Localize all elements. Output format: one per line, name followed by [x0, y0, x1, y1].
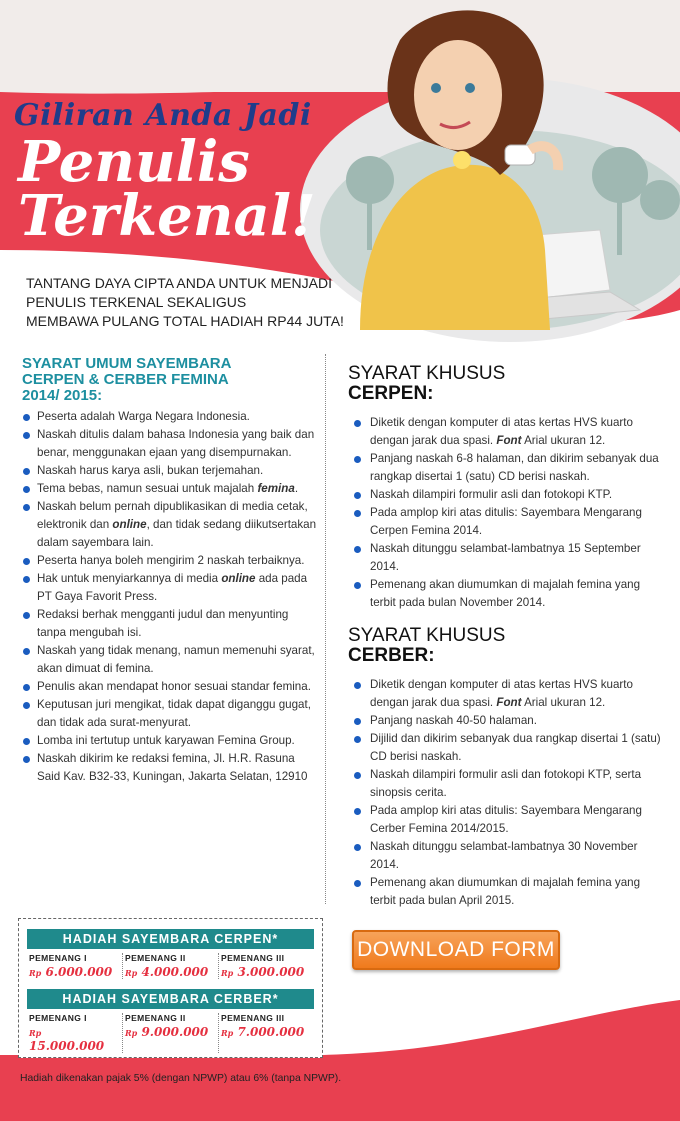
- list-item: Panjang naskah 40-50 halaman.: [348, 712, 668, 730]
- prize-cell: PEMENANG II Rp 9.000.000: [123, 1013, 219, 1053]
- cerpen-prize-title: HADIAH SAYEMBARA CERPEN*: [27, 929, 314, 949]
- list-item: Panjang naskah 6-8 halaman, dan dikirim sebanyak dua rangkap disertai 1 (satu) CD berisi naskah.: [348, 450, 668, 486]
- list-item: Redaksi berhak mengganti judul dan menyunting tanpa mengubah isi.: [22, 606, 318, 642]
- list-item: Naskah ditunggu selambat-lambatnya 30 November 2014.: [348, 838, 668, 874]
- list-item: Naskah belum pernah dipublikasikan di media cetak, elektronik dan online, dan tidak sedang diikutsertakan dalam sayembara lain.: [22, 498, 318, 552]
- cerpen-subheading: CERPEN:: [348, 383, 434, 404]
- list-item: Dijilid dan dikirim sebanyak dua rangkap disertai 1 (satu) CD berisi naskah.: [348, 730, 668, 766]
- hero-title-line1: Giliran Anda Jadi: [14, 98, 312, 133]
- list-item: Pemenang akan diumumkan di majalah femina yang terbit pada bulan November 2014.: [348, 576, 668, 612]
- list-item: Peserta hanya boleh mengirim 2 naskah terbaiknya.: [22, 552, 318, 570]
- special-requirements: [348, 364, 668, 910]
- prize-cell: PEMENANG I Rp 15.000.000: [27, 1013, 123, 1053]
- list-item: Diketik dengan komputer di atas kertas HVS kuarto dengan jarak dua spasi. Font Arial ukuran 12.: [348, 414, 668, 450]
- prize-cell: PEMENANG I Rp 6.000.000: [27, 953, 123, 979]
- list-item: Pada amplop kiri atas ditulis: Sayembara Mengarang Cerpen Femina 2014.: [348, 504, 668, 540]
- cerber-subheading: CERBER:: [348, 645, 435, 666]
- general-requirements-list: [22, 408, 318, 786]
- list-item: Keputusan juri mengikat, tidak dapat diganggu gugat, dan tidak ada surat-menyurat.: [22, 696, 318, 732]
- general-requirements-title: SYARAT UMUM SAYEMBARA CERPEN & CERBER FEMINA 2014/ 2015:: [22, 355, 232, 404]
- list-item: Naskah ditunggu selambat-lambatnya 15 September 2014.: [348, 540, 668, 576]
- download-form-button[interactable]: DOWNLOAD FORM: [352, 930, 560, 970]
- cerpen-heading: SYARAT KHUSUS: [348, 363, 506, 384]
- list-item: Lomba ini tertutup untuk karyawan Femina Group.: [22, 732, 318, 750]
- cerpen-prize-row: [27, 953, 314, 979]
- cerber-list: [348, 676, 668, 910]
- cerber-prize-row: [27, 1013, 314, 1053]
- tax-footnote: Hadiah dikenakan pajak 5% (dengan NPWP) atau 6% (tanpa NPWP).: [20, 1073, 342, 1084]
- list-item: Hak untuk menyiarkannya di media online ada pada PT Gaya Favorit Press.: [22, 570, 318, 606]
- cerber-prize-title: HADIAH SAYEMBARA CERBER*: [27, 989, 314, 1009]
- list-item: Tema bebas, namun sesuai untuk majalah femina.: [22, 480, 318, 498]
- column-divider: [325, 354, 326, 904]
- hero-title-line3: Terkenal!: [18, 183, 316, 249]
- cerber-section: [348, 626, 668, 910]
- prize-cell: PEMENANG II Rp 4.000.000: [123, 953, 219, 979]
- list-item: Naskah dilampiri formulir asli dan fotokopi KTP.: [348, 486, 668, 504]
- intro-text: TANTANG DAYA CIPTA ANDA UNTUK MENJADI PENULIS TERKENAL SEKALIGUS MEMBAWA PULANG TOTAL HADIAH RP44 JUTA!: [26, 275, 344, 329]
- cerber-heading: SYARAT KHUSUS: [348, 625, 506, 646]
- list-item: Diketik dengan komputer di atas kertas HVS kuarto dengan jarak dua spasi. Font Arial ukuran 12.: [348, 676, 668, 712]
- list-item: Pada amplop kiri atas ditulis: Sayembara Mengarang Cerber Femina 2014/2015.: [348, 802, 668, 838]
- hero-title-line2: Penulis: [18, 129, 250, 195]
- list-item: Naskah dilampiri formulir asli dan fotokopi KTP, serta sinopsis cerita.: [348, 766, 668, 802]
- prize-box: [18, 918, 323, 1058]
- prize-cell: PEMENANG III Rp 3.000.000: [221, 953, 305, 979]
- list-item: Pemenang akan diumumkan di majalah femina yang terbit pada bulan April 2015.: [348, 874, 668, 910]
- prize-cell: PEMENANG III Rp 7.000.000: [221, 1013, 305, 1039]
- general-requirements: [22, 356, 318, 786]
- list-item: Penulis akan mendapat honor sesuai standar femina.: [22, 678, 318, 696]
- list-item: Peserta adalah Warga Negara Indonesia.: [22, 408, 318, 426]
- list-item: Naskah yang tidak menang, namun memenuhi syarat, akan dimuat di femina.: [22, 642, 318, 678]
- cerpen-section: [348, 364, 668, 612]
- list-item: Naskah dikirim ke redaksi femina, Jl. H.R. Rasuna Said Kav. B32-33, Kuningan, Jakarta Selatan, 12910: [22, 750, 318, 786]
- list-item: Naskah ditulis dalam bahasa Indonesia yang baik dan benar, menggunakan ejaan yang disempurnakan.: [22, 426, 318, 462]
- cerpen-list: [348, 414, 668, 612]
- list-item: Naskah harus karya asli, bukan terjemahan.: [22, 462, 318, 480]
